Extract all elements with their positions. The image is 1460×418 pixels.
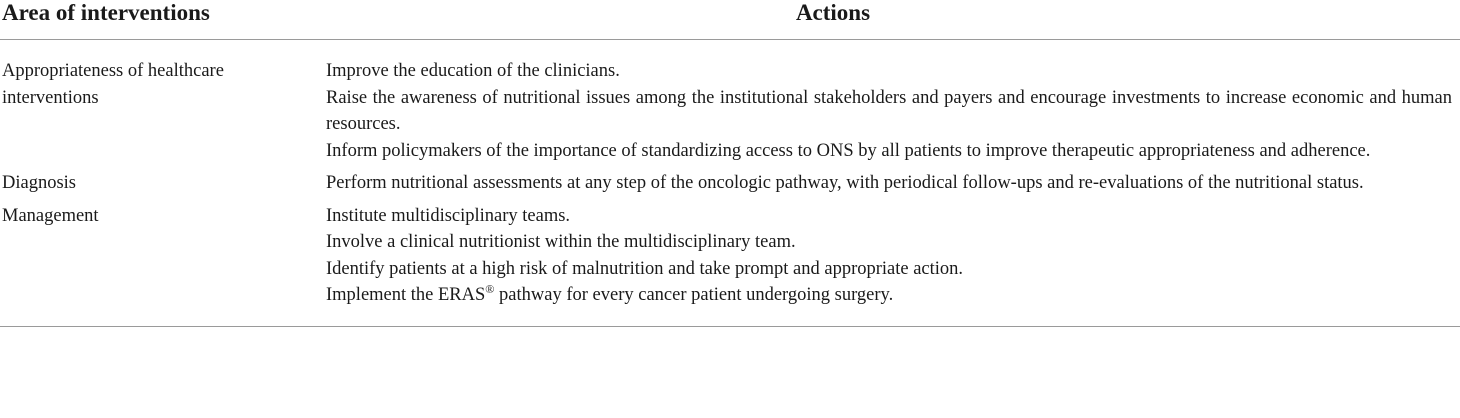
eras-text: Implement the ERAS bbox=[326, 285, 486, 305]
action-item-eras bbox=[326, 282, 1452, 309]
action-item: Inform policymakers of the importance of standardizing access to ONS by all patients to improve therapeutic appropriateness and adherence. bbox=[326, 140, 1371, 161]
action-item: Identify patients at a high risk of malnutrition and take prompt and appropriate action. bbox=[326, 258, 964, 279]
registered-mark: ® bbox=[485, 282, 495, 296]
action-item: Raise the awareness of nutritional issues among the institutional stakeholders and payers and encourage investments to increase economic and human resources. bbox=[326, 87, 1452, 134]
header-actions: Actions bbox=[326, 0, 1460, 40]
table-header bbox=[0, 0, 1460, 40]
action-item: Perform nutritional assessments at any step of the oncologic pathway, with periodical follow-ups and re-evaluations of the nutritional status. bbox=[326, 173, 1364, 193]
row-actions-appropriateness bbox=[326, 40, 1460, 165]
table-row bbox=[0, 197, 1460, 327]
header-row bbox=[0, 0, 1460, 40]
row-actions-management bbox=[326, 197, 1460, 327]
action-item: Involve a clinical nutritionist within the multidisciplinary team. bbox=[326, 232, 796, 252]
row-actions-diagnosis bbox=[326, 164, 1460, 197]
action-item: Improve the education of the clinicians. bbox=[326, 61, 620, 81]
table-body bbox=[0, 40, 1460, 327]
action-item: Institute multidisciplinary teams. bbox=[326, 205, 571, 226]
row-area-management: Management bbox=[0, 197, 326, 327]
row-area-diagnosis: Diagnosis bbox=[2, 173, 76, 193]
header-area: Area of interventions bbox=[0, 0, 326, 40]
eras-tail: pathway for every cancer patient undergoing surgery. bbox=[494, 285, 894, 305]
table-row bbox=[0, 164, 1460, 197]
table-row bbox=[0, 40, 1460, 165]
row-area-appropriateness: Appropriateness of healthcare interventions bbox=[2, 61, 224, 108]
